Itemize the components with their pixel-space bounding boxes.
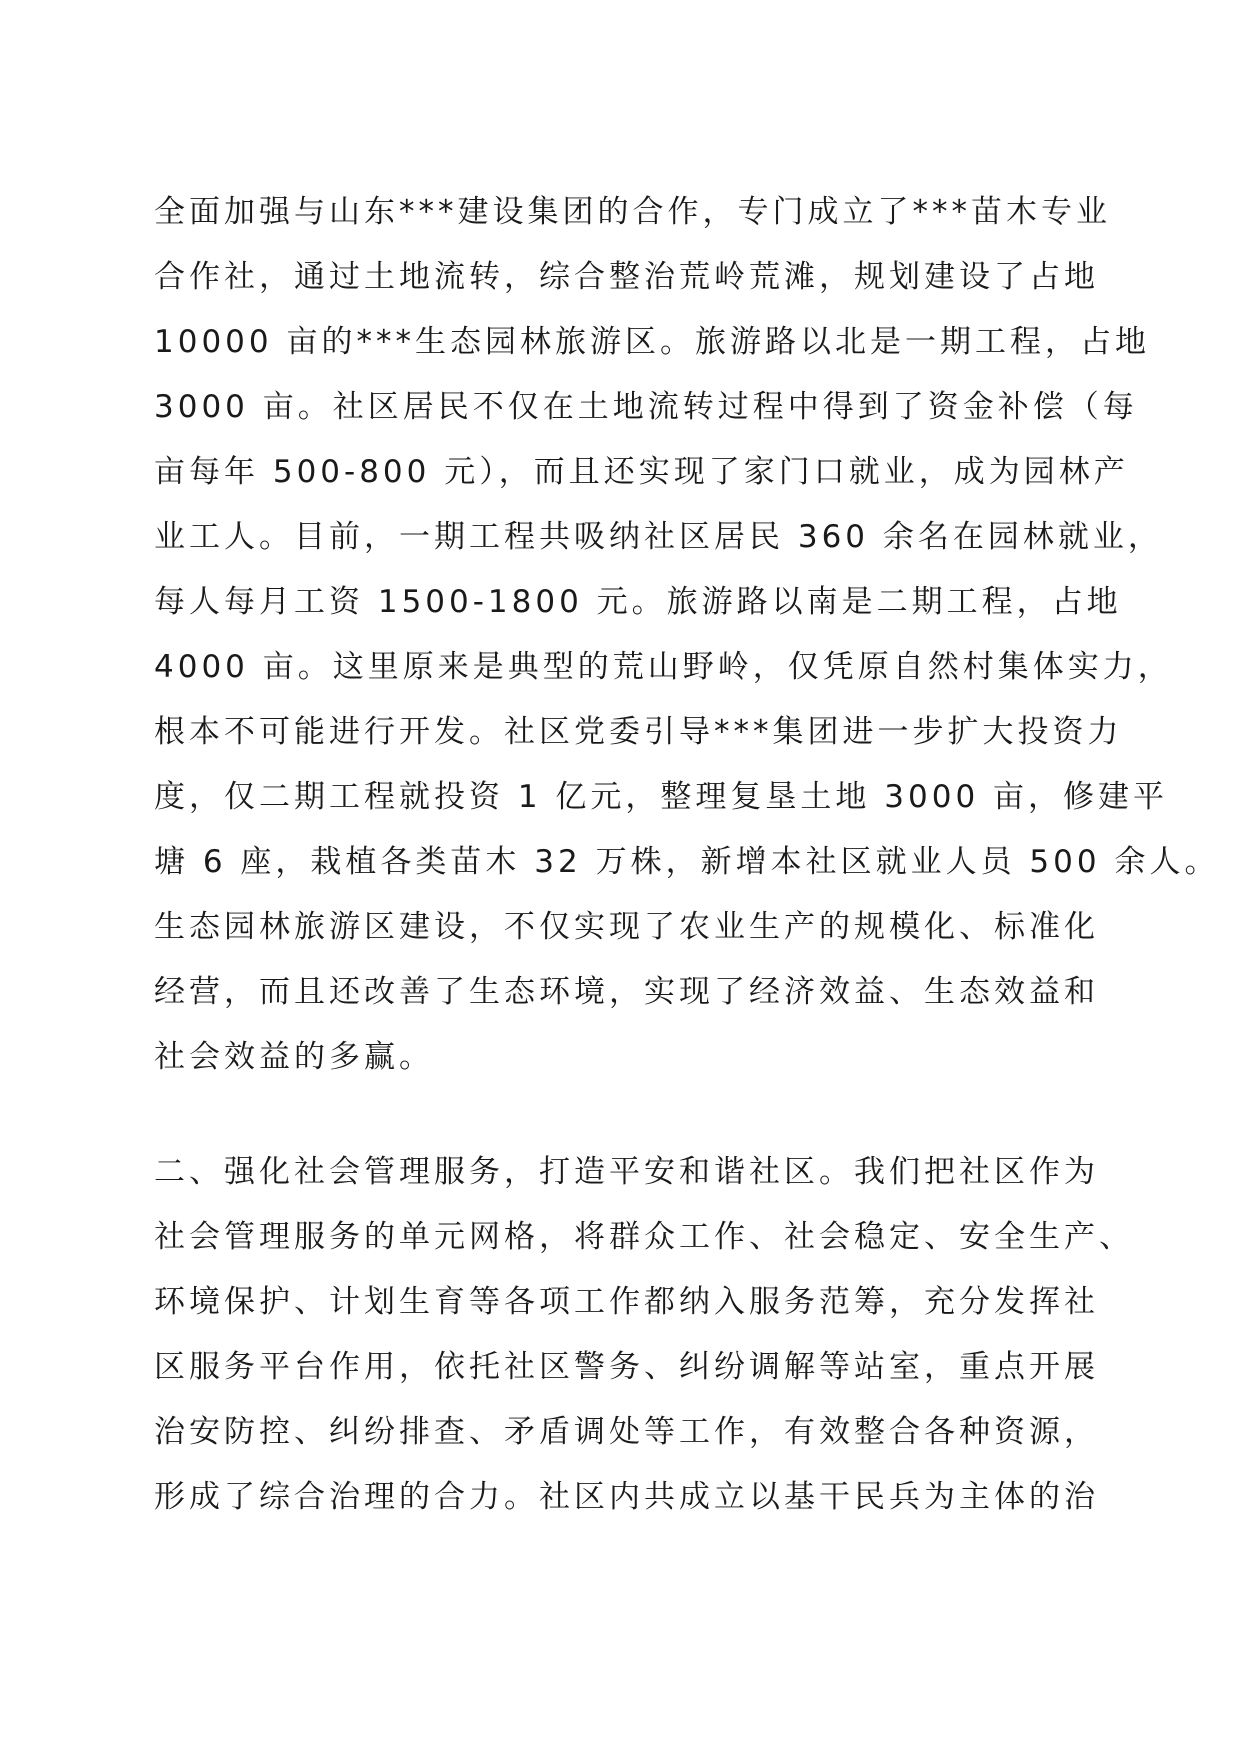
text-line: 全面加强与山东***建设集团的合作，专门成立了***苗木专业 [154, 194, 1111, 230]
text-line: 10000 亩的***生态园林旅游区。旅游路以北是一期工程，占地 [154, 324, 1150, 360]
text-line: 根本不可能进行开发。社区党委引导***集团进一步扩大投资力 [154, 714, 1123, 750]
text-line: 区服务平台作用，依托社区警务、纠纷调解等站室，重点开展 [154, 1349, 1099, 1385]
paragraph-ecological-tourism [154, 180, 1220, 1090]
text-line: 业工人。目前，一期工程共吸纳社区居民 360 余名在园林就业， [154, 519, 1163, 555]
text-line: 经营，而且还改善了生态环境，实现了经济效益、生态效益和 [154, 974, 1099, 1010]
text-line: 塘 6 座，栽植各类苗木 32 万株，新增本社区就业人员 500 余人。 [154, 844, 1220, 880]
text-line: 环境保护、计划生育等各项工作都纳入服务范筹，充分发挥社 [154, 1284, 1099, 1320]
text-line: 治安防控、纠纷排查、矛盾调处等工作，有效整合各种资源， [154, 1414, 1099, 1450]
text-line: 二、强化社会管理服务，打造平安和谐社区。我们把社区作为 [154, 1154, 1099, 1190]
text-line: 生态园林旅游区建设，不仅实现了农业生产的规模化、标准化 [154, 909, 1099, 945]
text-line: 3000 亩。社区居民不仅在土地流转过程中得到了资金补偿（每 [154, 389, 1138, 425]
text-line: 度，仅二期工程就投资 1 亿元，整理复垦土地 3000 亩，修建平 [154, 779, 1169, 815]
text-line: 合作社，通过土地流转，综合整治荒岭荒滩，规划建设了占地 [154, 259, 1099, 295]
text-line: 形成了综合治理的合力。社区内共成立以基干民兵为主体的治 [154, 1479, 1099, 1515]
text-line: 社会效益的多赢。 [154, 1039, 434, 1075]
text-line: 每人每月工资 1500-1800 元。旅游路以南是二期工程，占地 [154, 584, 1122, 620]
text-line: 亩每年 500-800 元），而且还实现了家门口就业，成为园林产 [154, 454, 1129, 490]
text-line: 社会管理服务的单元网格，将群众工作、社会稳定、安全生产、 [154, 1219, 1134, 1255]
text-line: 4000 亩。这里原来是典型的荒山野岭，仅凭原自然村集体实力， [154, 649, 1173, 685]
paragraph-social-management [154, 1140, 1134, 1530]
